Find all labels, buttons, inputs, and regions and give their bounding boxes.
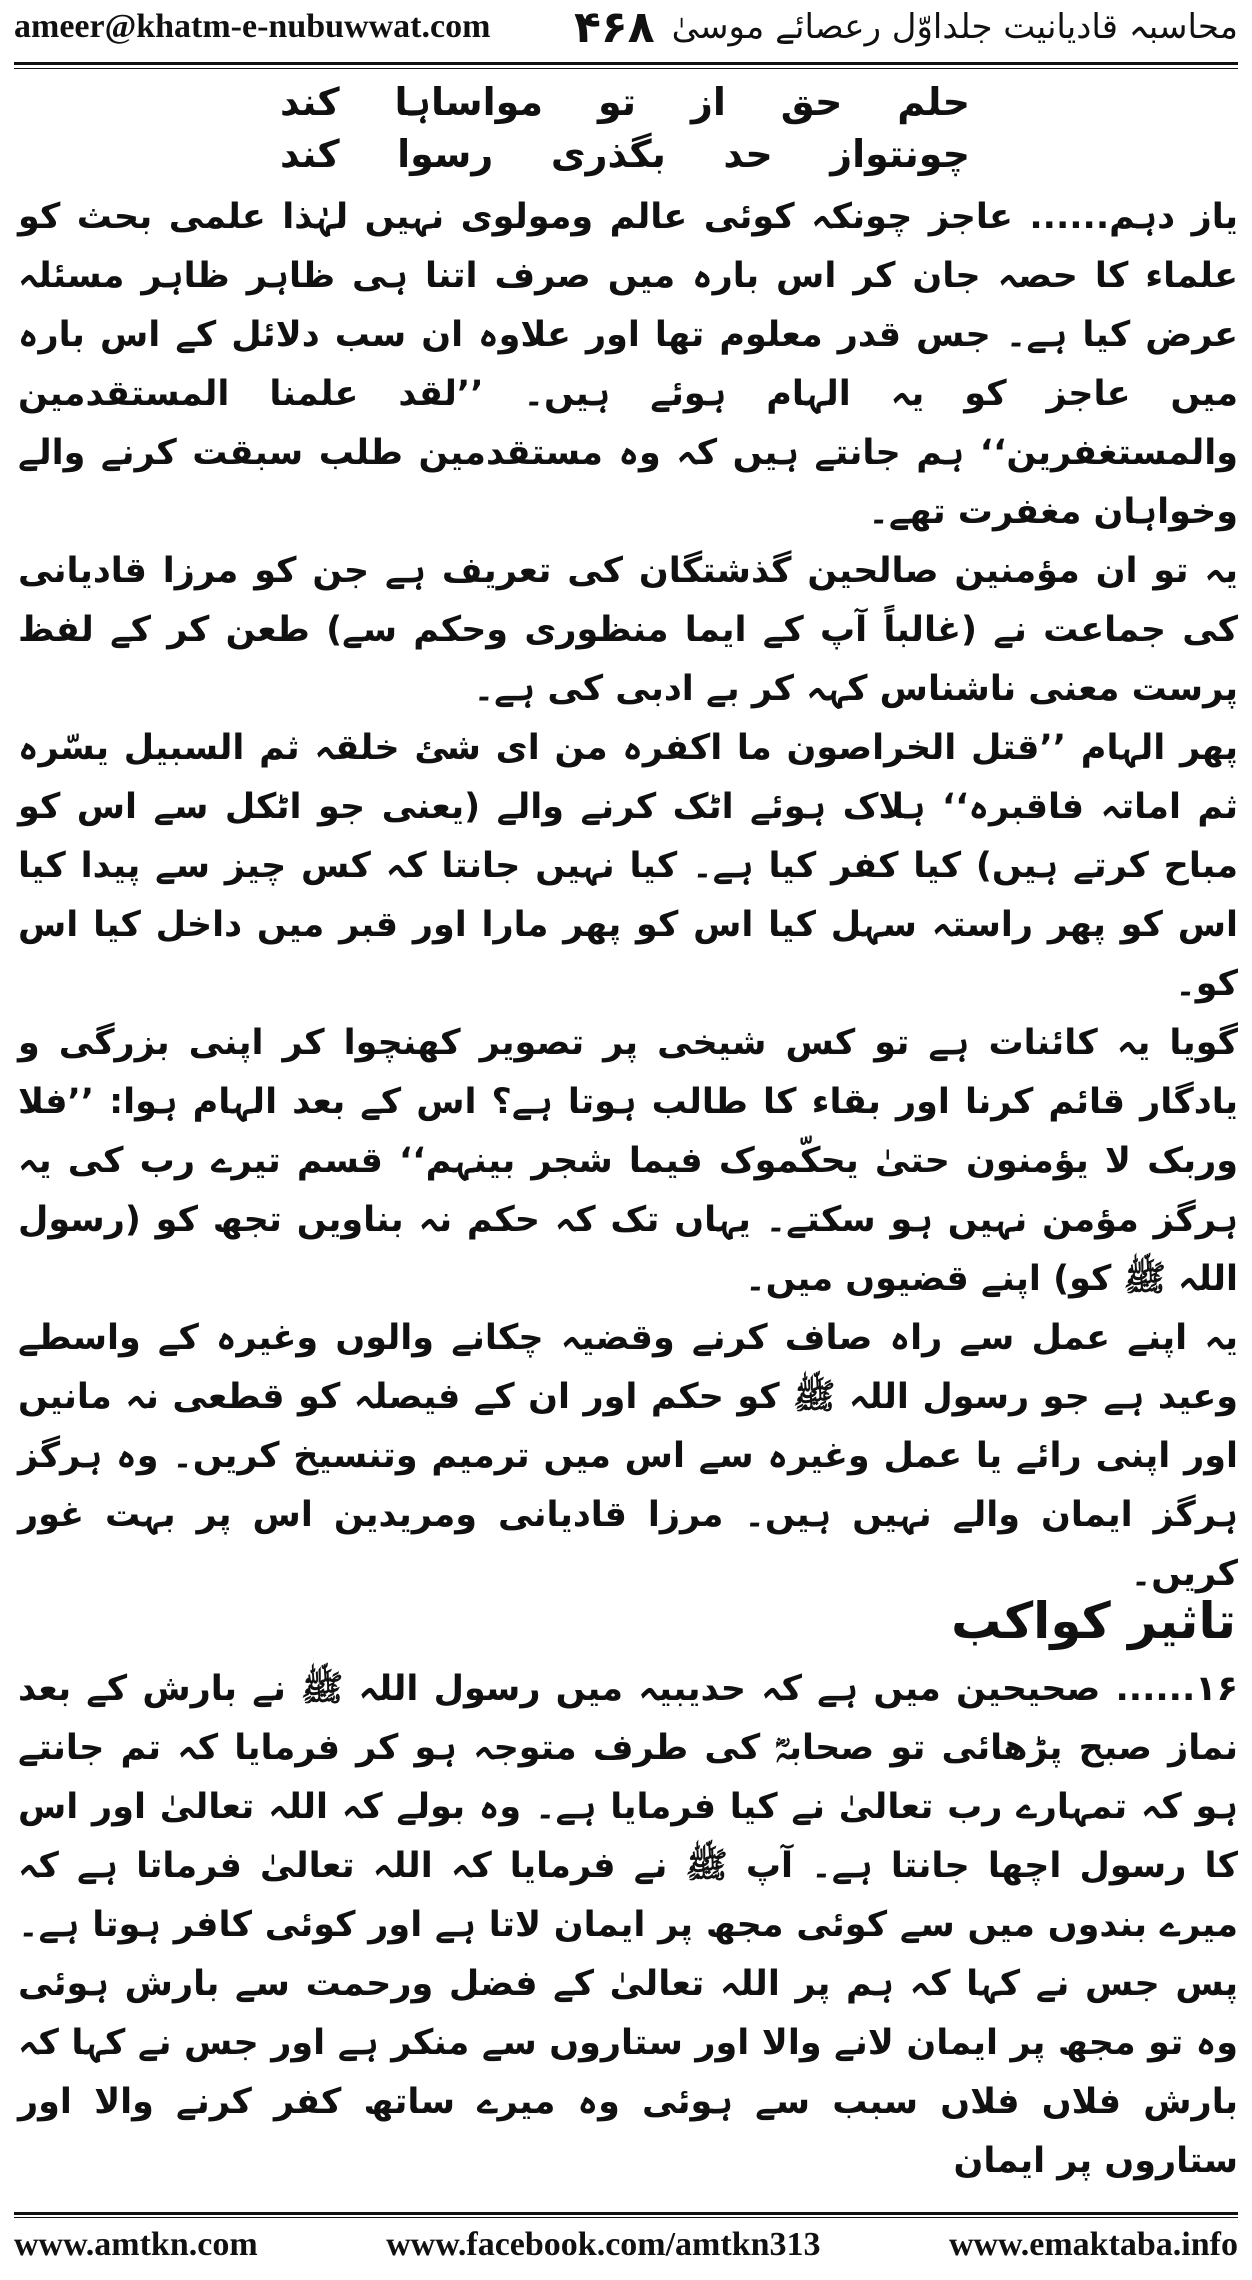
header-rule bbox=[14, 62, 1238, 65]
header-rule-thin bbox=[14, 68, 1238, 69]
section-heading: تاثیر کواکب bbox=[951, 1592, 1236, 1650]
poem-word: از bbox=[690, 80, 726, 124]
poem-word: بگذری bbox=[550, 132, 666, 176]
paragraph: یہ اپنے عمل سے راہ صاف کرنے وقضیہ چکانے والوں وغیرہ کے واسطے وعید ہے جو رسول اللہ ﷺ کو حکم اور ان کے فیصلہ کو قطعی نہ مانیں اور اپنی رائے یا عمل وغیرہ سے اس میں ترمیم وتنسیخ کریں۔ وہ ہرگز ہرگز ایمان والے نہیں ہیں۔ مرزا قادیانی ومریدین اس پر بہت غور کریں۔ bbox=[18, 1318, 1238, 1594]
paragraph: یاز دہم...... عاجز چونکہ کوئی عالم ومولوی نہیں لہٰذا علمی بحث کو علماء کا حصہ جان کر اس بارہ میں صرف اتنا ہی ظاہر ظاہر مسئلہ عرض کیا ہے۔ جس قدر معلوم تھا اور علاوہ ان سب دلائل کے اس بارہ میں عاجز کو یہ الہام ہوئے ہیں۔ ’’لقد علمنا المستقدمین والمستغفرین‘‘ ہم جانتے ہیں کہ وہ مستقدمین طلب سبقت کرنے والے وخواہان مغفرت تھے۔ bbox=[18, 197, 1238, 532]
footer-rule bbox=[14, 2212, 1238, 2215]
poem-verse-1 bbox=[280, 76, 970, 128]
footer-link-amtkn[interactable]: www.amtkn.com bbox=[14, 2226, 258, 2263]
page-number: ۴۶۸ bbox=[574, 2, 655, 53]
poem-word: مواساہا bbox=[394, 80, 544, 124]
footer-link-emaktaba[interactable]: www.emaktaba.info bbox=[948, 2226, 1238, 2263]
poem-word: حق bbox=[780, 80, 843, 124]
running-title: محاسبہ قادیانیت جلداوّل رعصائے موسیٰ bbox=[671, 7, 1238, 47]
paragraph: گویا یہ کائنات ہے تو کس شیخی پر تصویر کھنچوا کر اپنی بزرگی و یادگار قائم کرنا اور بقاء کا طالب ہوتا ہے؟ اس کے بعد الہام ہوا: ’’فلا وربک لا یؤمنون حتیٰ یحکّموک فیما شجر بینہم‘‘ قسم تیرے رب کی یہ ہرگز مؤمن نہیں ہو سکتے۔ یہاں تک کہ حکم نہ بناویں تجھ کو (رسول اللہ ﷺ کو) اپنے قضیوں میں۔ bbox=[18, 1023, 1238, 1299]
poem-word: حلم bbox=[897, 80, 970, 124]
header-email[interactable]: ameer@khatm-e-nubuwwat.com bbox=[14, 8, 491, 45]
body-text bbox=[18, 188, 1238, 1604]
paragraph: پھر الہام ’’قتل الخراصون ما اکفرہ من ای شئ خلقہ ثم السبیل یسّرہ ثم اماتہ فاقبرہ‘‘ ہلاک ہوئے اٹک کرنے والے (یعنی جو اٹکل سے اس کو مباح کرتے ہیں) کیا کفر کیا ہے۔ کیا نہیں جانتا کہ کس چیز سے پیدا کیا اس کو پھر راستہ سہل کیا اس کو پھر مارا اور قبر میں داخل کیا اس کو۔ bbox=[18, 728, 1238, 1004]
poem-word: کند bbox=[280, 132, 340, 176]
poem-word: تو bbox=[597, 80, 637, 124]
page-footer bbox=[14, 2226, 1238, 2270]
poem-verse-2 bbox=[280, 128, 970, 180]
paragraph: ۱۶...... صحیحین میں ہے کہ حدیبیہ میں رسول اللہ ﷺ نے بارش کے بعد نماز صبح پڑھائی تو صحابہؓ کی طرف متوجہ ہو کر فرمایا کہ تم جانتے ہو کہ تمہارے رب تعالیٰ نے کیا فرمایا ہے۔ وہ بولے کہ اللہ تعالیٰ اور اس کا رسول اچھا جانتا ہے۔ آپ ﷺ نے فرمایا کہ اللہ تعالیٰ فرماتا ہے کہ میرے بندوں میں سے کوئی مجھ پر ایمان لاتا ہے اور کوئی کافر ہوتا ہے۔ پس جس نے کہا کہ ہم پر اللہ تعالیٰ کے فضل ورحمت سے بارش ہوئی وہ تو مجھ پر ایمان لانے والا اور ستاروں سے منکر ہے اور جس نے کہا کہ بارش فلاں فلاں سبب سے ہوئی وہ میرے ساتھ کفر کرنے والا اور ستاروں پر ایمان bbox=[18, 1669, 1238, 2181]
footer-rule-thin bbox=[14, 2217, 1238, 2218]
poem-word: کند bbox=[280, 80, 340, 124]
footer-link-facebook[interactable]: www.facebook.com/amtkn313 bbox=[386, 2226, 821, 2263]
page-header bbox=[14, 0, 1238, 66]
poem-word: رسوا bbox=[397, 132, 494, 176]
poem-word: چونتواز bbox=[830, 132, 970, 176]
poem bbox=[280, 76, 970, 180]
paragraph: یہ تو ان مؤمنین صالحین گذشتگان کی تعریف ہے جن کو مرزا قادیانی کی جماعت نے (غالباً آپ کے ایما منظوری وحکم سے) طعن کر کے لفظ پرست معنی ناشناس کہہ کر بے ادبی کی ہے۔ bbox=[18, 551, 1238, 709]
poem-word: حد bbox=[723, 132, 773, 176]
section-body bbox=[18, 1660, 1238, 2191]
